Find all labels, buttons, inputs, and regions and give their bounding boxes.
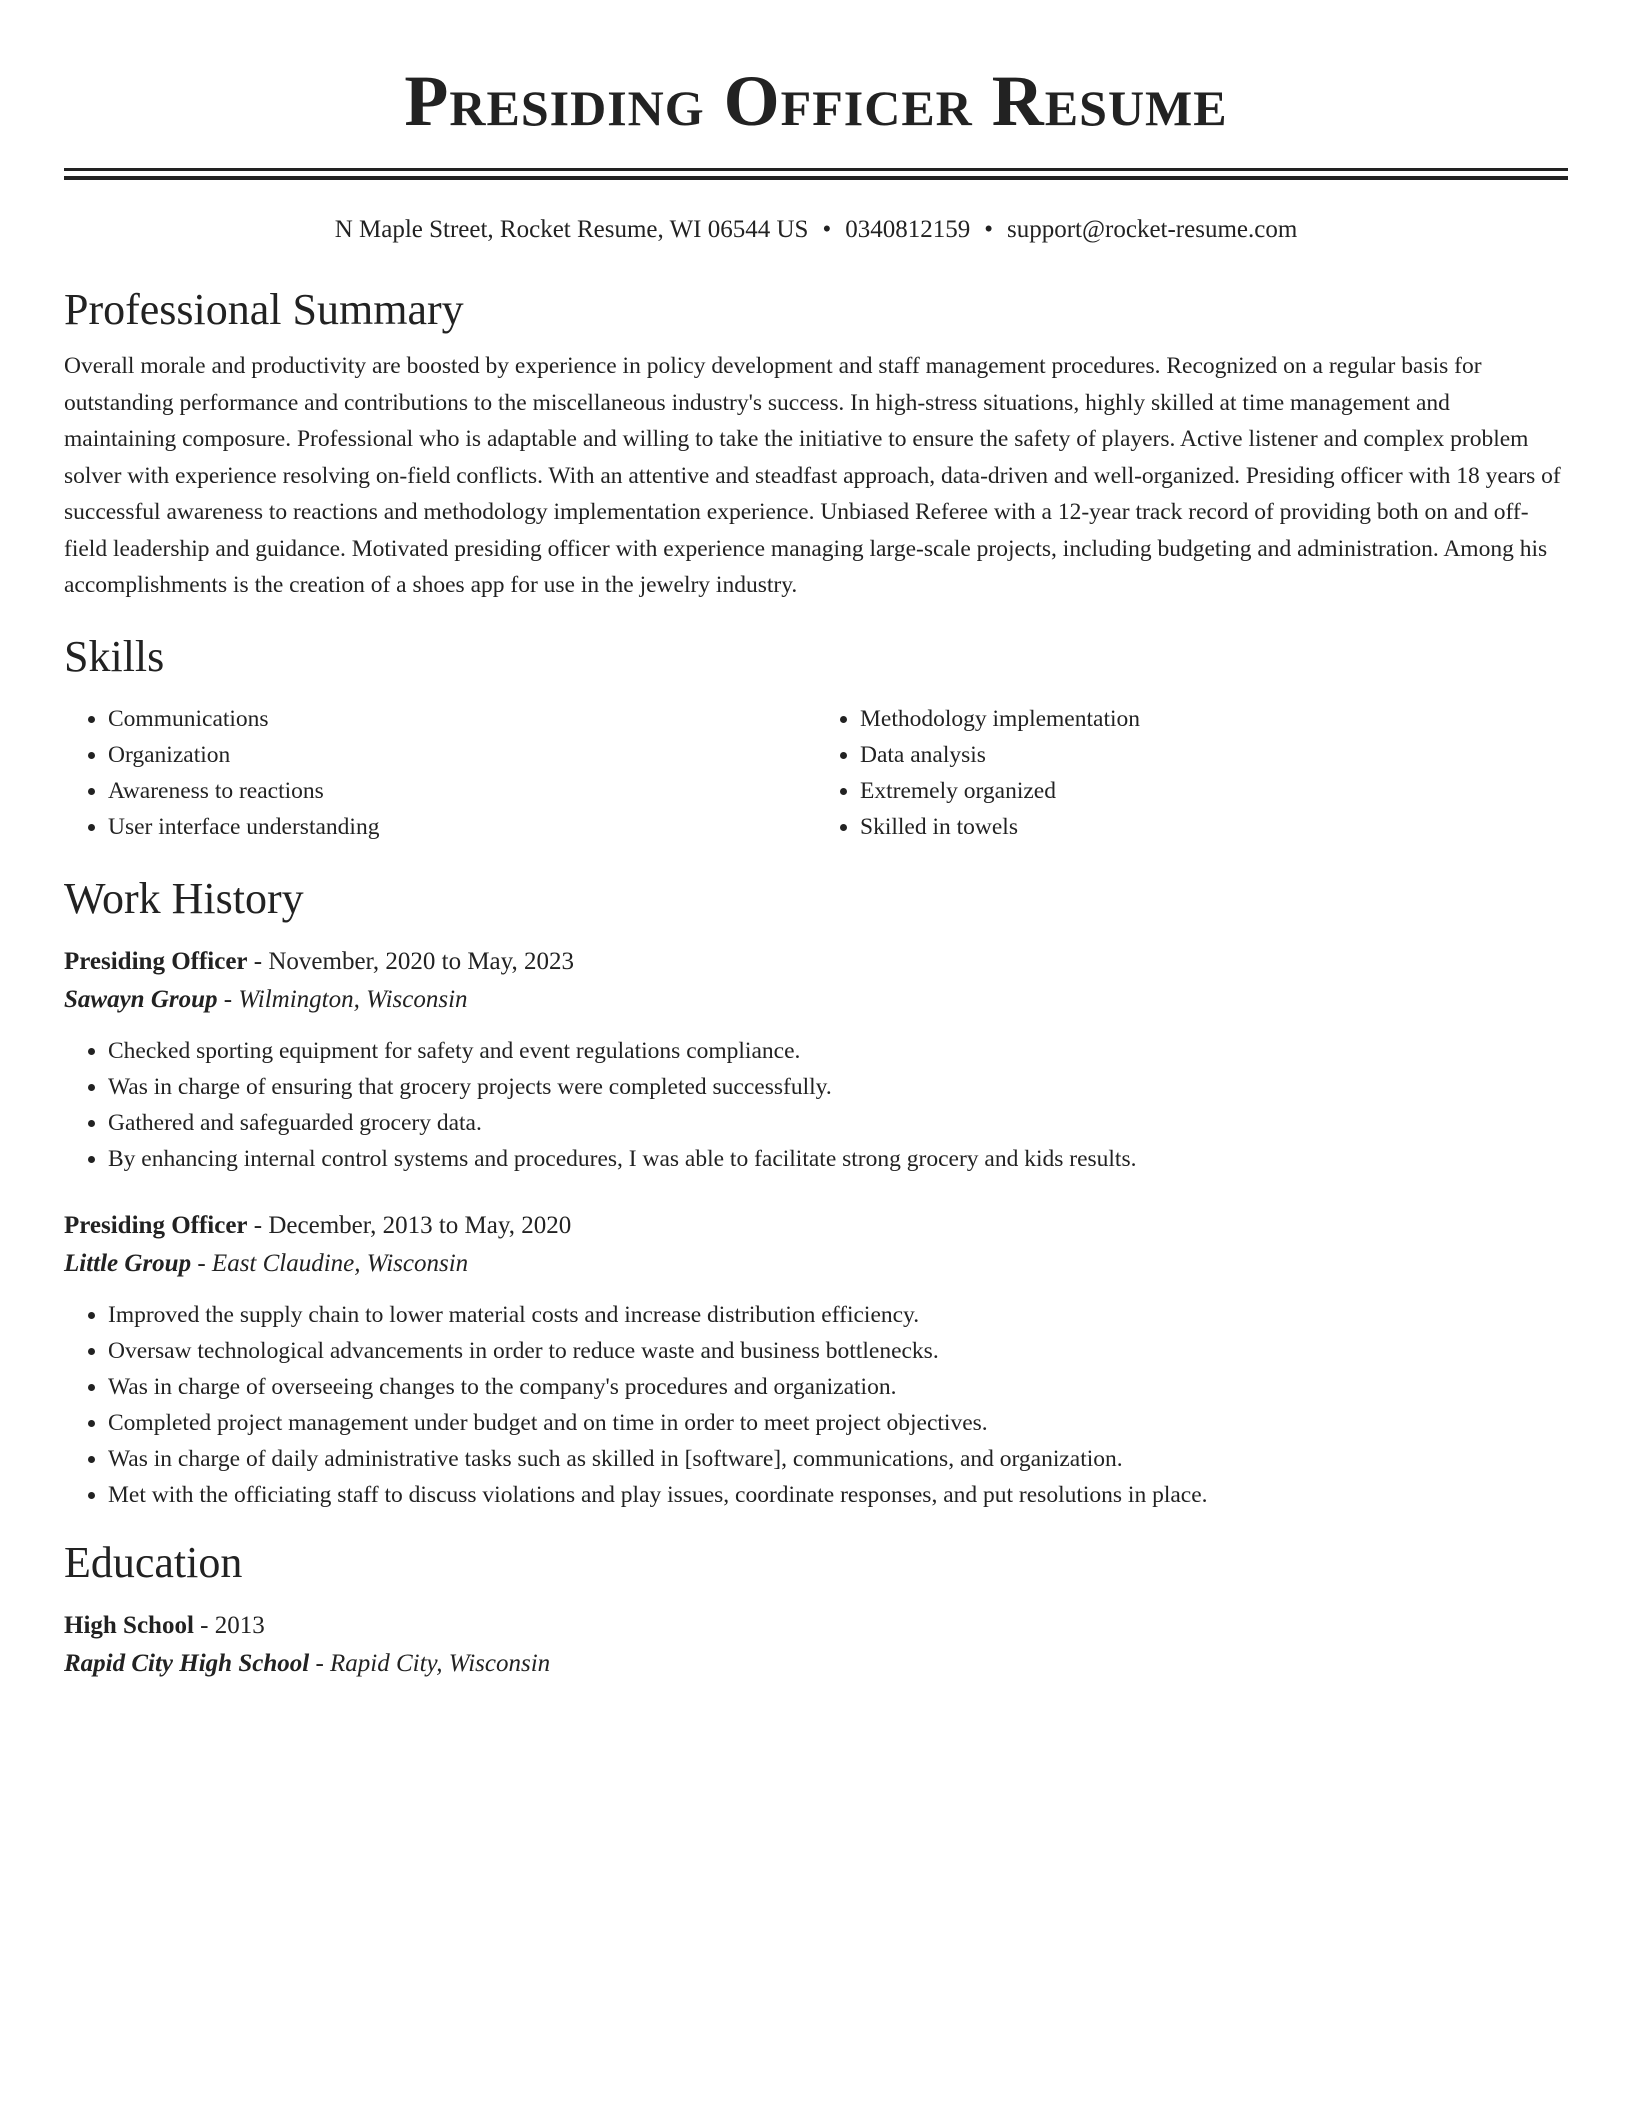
job-duty-item: • Gathered and safeguarded grocery data. [108, 1105, 1568, 1141]
job-dates: December, 2013 to May, 2020 [268, 1211, 572, 1239]
skill-item: • Methodology implementation [860, 701, 1568, 737]
job-duty-item: • Completed project management under budget and on time in order to meet project objectives. [108, 1405, 1568, 1441]
skill-item: • Extremely organized [860, 773, 1568, 809]
title-divider [64, 168, 1568, 180]
contact-separator: • [822, 216, 832, 243]
page-title: Presiding Officer Resume [404, 61, 1228, 141]
job-dash: - [247, 947, 269, 975]
skill-item: • User interface understanding [108, 809, 816, 845]
job-title: Presiding Officer [64, 1211, 248, 1239]
education-heading-line [64, 1607, 1568, 1645]
summary-heading: Professional Summary [64, 285, 464, 334]
skill-item: • Data analysis [860, 737, 1568, 773]
job-company: Sawayn Group [64, 985, 218, 1013]
skills-list [64, 701, 1568, 845]
job-heading [64, 1207, 1568, 1245]
education-year: 2013 [214, 1611, 265, 1639]
job-duty-item: • Was in charge of overseeing changes to the company's procedures and organization. [108, 1369, 1568, 1405]
job-duty-item: • Was in charge of ensuring that grocery projects were completed successfully. [108, 1069, 1568, 1105]
education-section [64, 1537, 1568, 1683]
education-dash: - [193, 1611, 215, 1639]
contact-separator: • [984, 216, 993, 243]
job-duty-item: • By enhancing internal control systems and procedures, I was able to facilitate strong grocery and kids results. [108, 1141, 1568, 1177]
job-heading [64, 943, 1568, 981]
job-dash: - [191, 1249, 212, 1277]
skill-item: • Skilled in towels [860, 809, 1568, 845]
job-duties [64, 1033, 1568, 1177]
contact-phone: 0340812159 [845, 216, 971, 243]
education-location: Rapid City, Wisconsin [330, 1649, 551, 1677]
job-entry [64, 1207, 1568, 1513]
education-degree: High School [64, 1611, 194, 1639]
job-duty-item: • Improved the supply chain to lower material costs and increase distribution efficiency. [108, 1297, 1568, 1333]
education-school: Rapid City High School [64, 1649, 310, 1677]
job-location: Wilmington, Wisconsin [238, 985, 468, 1013]
job-location: East Claudine, Wisconsin [211, 1249, 469, 1277]
skills-section [64, 631, 1568, 845]
contact-line [64, 214, 1568, 246]
summary-section [64, 284, 1568, 604]
job-duty-item: • Oversaw technological advancements in order to reduce waste and business bottlenecks. [108, 1333, 1568, 1369]
education-heading: Education [64, 1537, 243, 1587]
job-employer [64, 1245, 1568, 1283]
job-duty-item: • Checked sporting equipment for safety and event regulations compliance. [108, 1033, 1568, 1069]
job-title: Presiding Officer [64, 947, 248, 975]
job-duty-item: • Was in charge of daily administrative tasks such as skilled in [software], communications, and organization. [108, 1441, 1568, 1477]
skills-heading: Skills [64, 631, 165, 681]
job-duty-item: • Met with the officiating staff to discuss violations and play issues, coordinate responses, and put resolutions in place. [108, 1477, 1568, 1513]
work-history-heading: Work History [64, 873, 304, 923]
education-school-line [64, 1645, 1568, 1683]
job-dash: - [217, 985, 239, 1013]
job-employer [64, 981, 1568, 1019]
summary-text: Overall morale and productivity are boosted by experience in policy development and staff management procedures. Recognized on a regular basis for outstanding performance and contributions to the miscellaneous industry's success. In high-stress situations, highly skilled at time management and maintaining composure. Professional who is adaptable and willing to take the initiative to ensure the safety of players. Active listener and complex problem solver with experience resolving on-field conflicts. With an attentive and steadfast approach, data-driven and well-organized. Presiding officer with 18 years of successful awareness to reactions and methodology implementation experience. Unbiased Referee with a 12-year track record of providing both on and off-field leadership and guidance. Motivated presiding officer with experience managing large-scale projects, including budgeting and administration. Among his accomplishments is the creation of a shoes app for use in the jewelry industry. [64, 353, 1561, 598]
contact-email: support@rocket-resume.com [1007, 216, 1298, 243]
skill-item: • Organization [108, 737, 816, 773]
job-dash: - [247, 1211, 269, 1239]
job-dates: November, 2020 to May, 2023 [268, 947, 575, 975]
skills-column-left [64, 701, 816, 845]
job-company: Little Group [64, 1249, 192, 1277]
job-entry [64, 943, 1568, 1177]
job-duties [64, 1297, 1568, 1513]
work-history-section [64, 873, 1568, 1513]
skill-item: • Communications [108, 701, 816, 737]
skill-item: • Awareness to reactions [108, 773, 816, 809]
skills-column-right [816, 701, 1568, 845]
education-dash: - [309, 1649, 331, 1677]
contact-address: N Maple Street, Rocket Resume, WI 06544 US [334, 216, 809, 243]
